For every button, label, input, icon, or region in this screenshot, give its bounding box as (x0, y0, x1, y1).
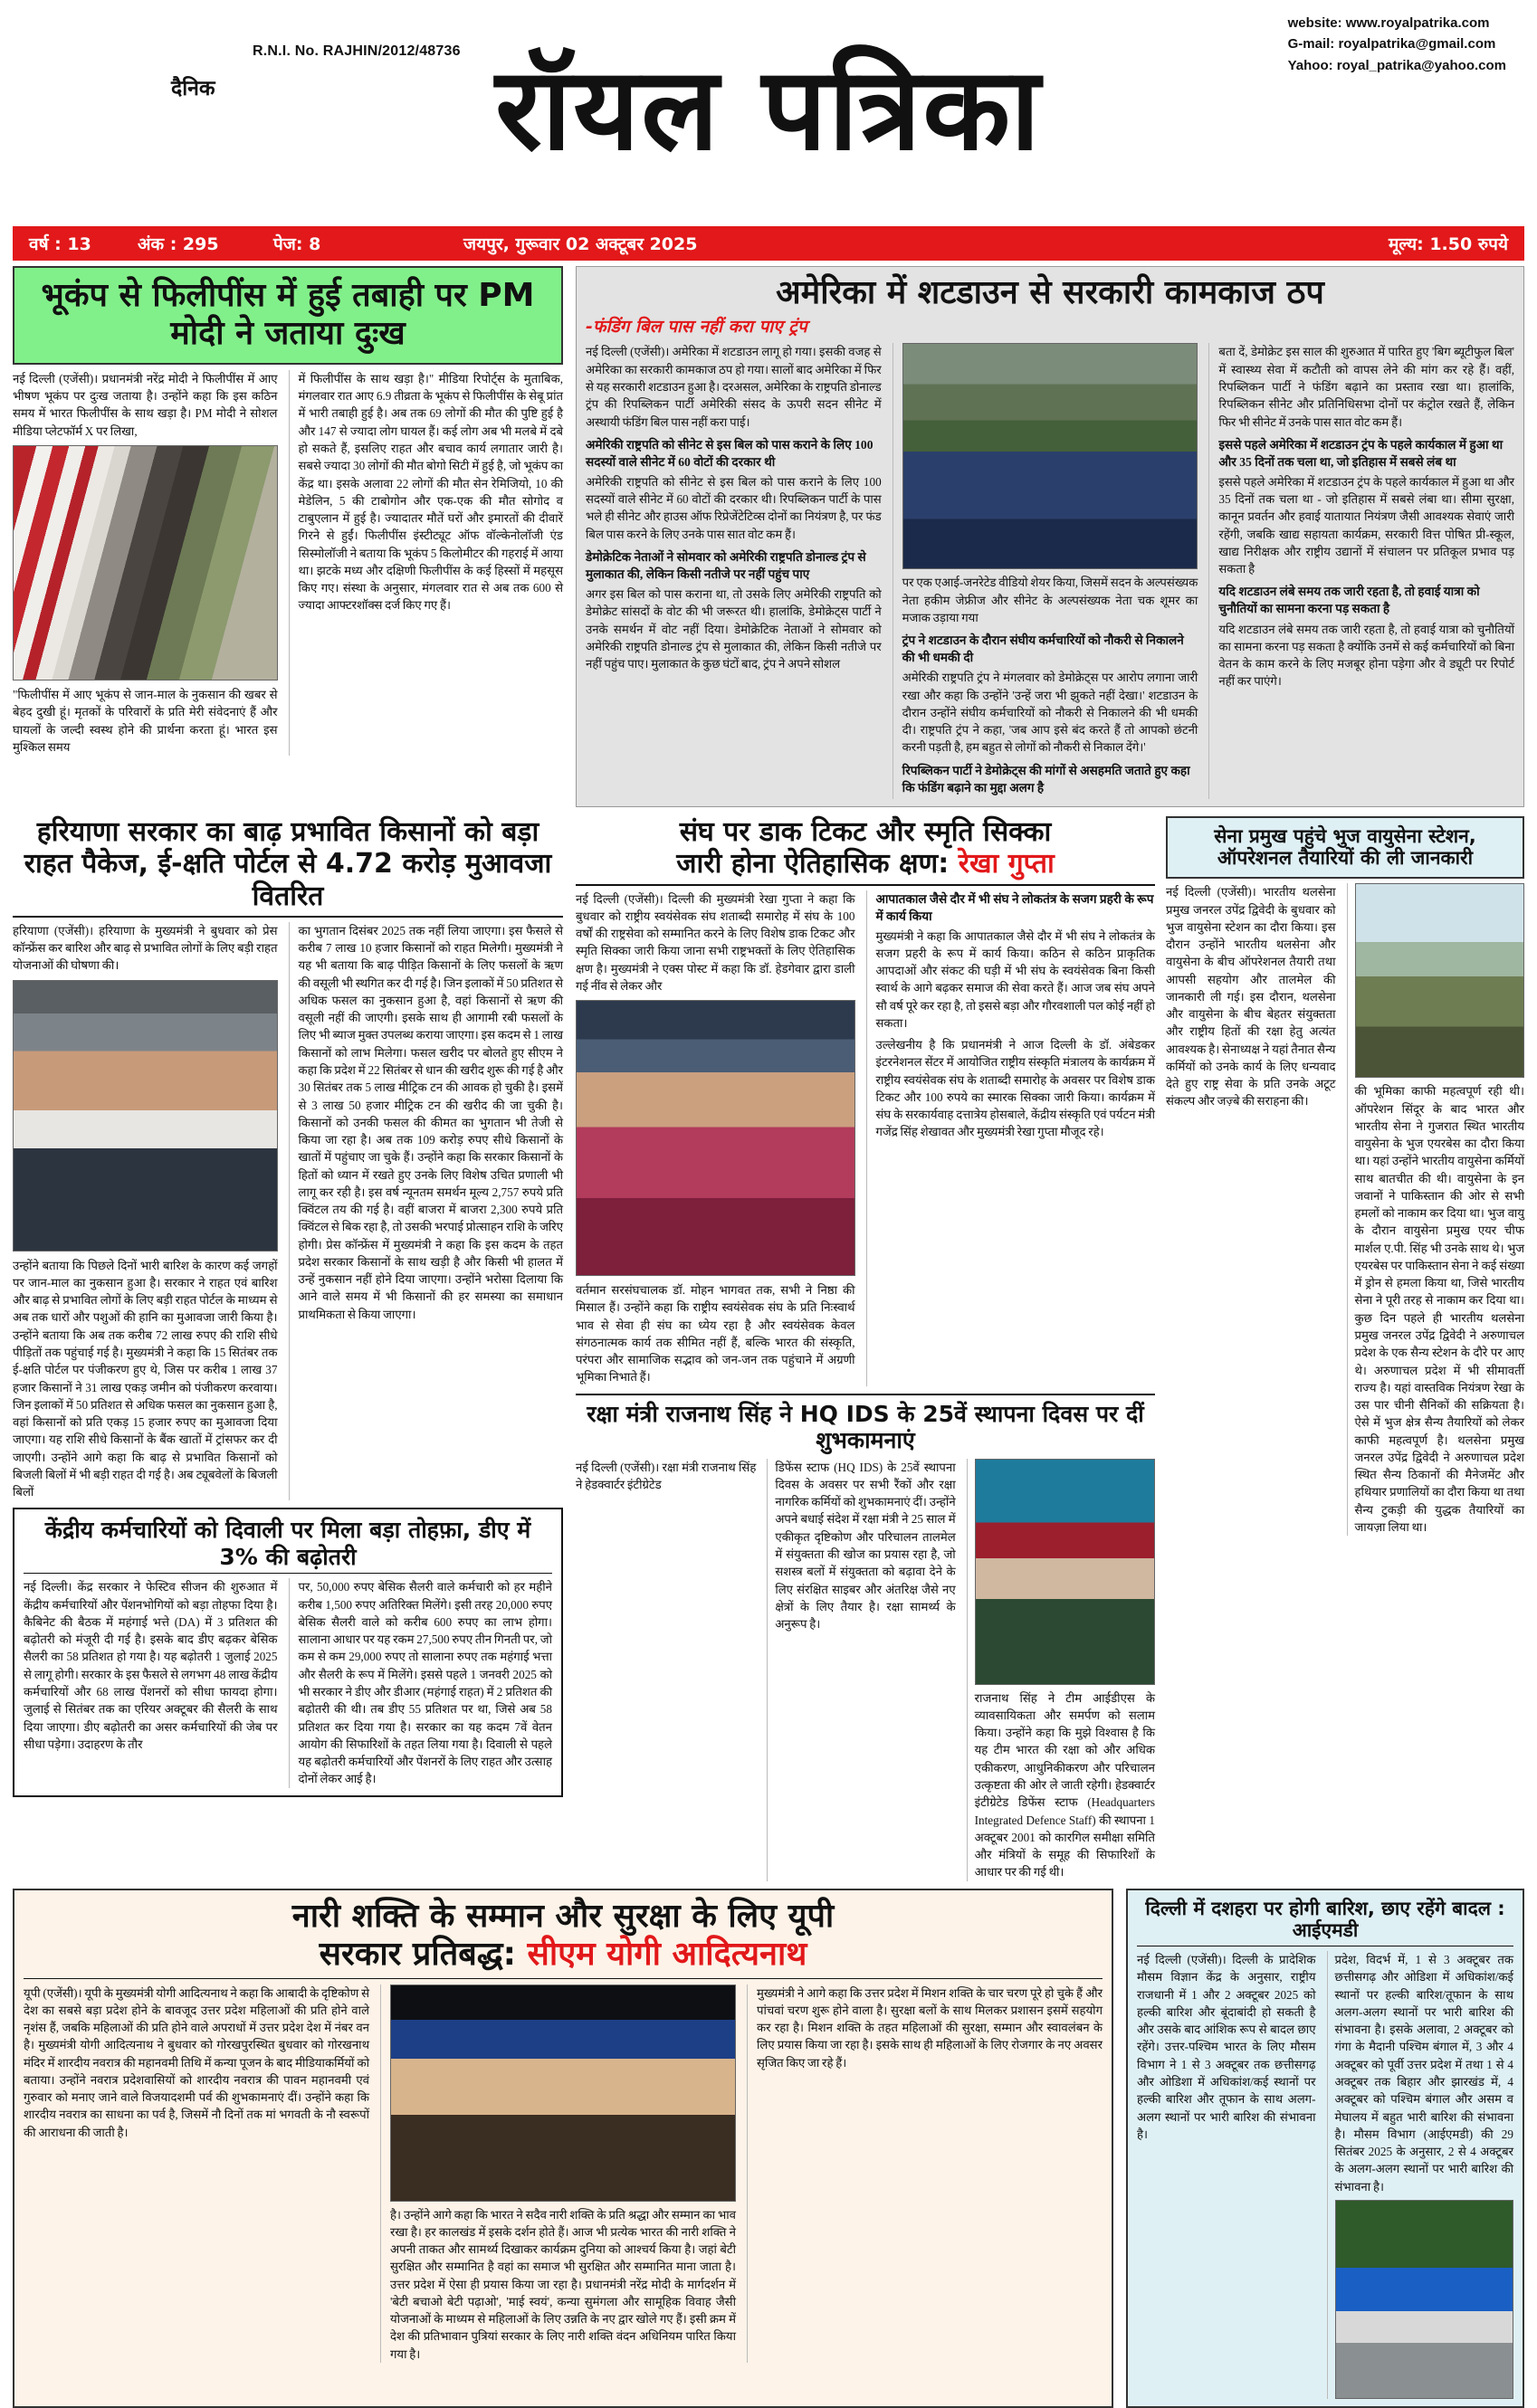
shutdown-sub-2: डेमोक्रेटिक नेताओं ने सोमवार को अमेरिकी राष्ट्रपति डोनाल्ड ट्रंप से मुलाकात की, लेकिन किसी नतीजे पर नहीं पहुंच पाए (586, 549, 866, 581)
shutdown-body-3c: यदि शटडाउन लंबे समय तक जारी रहता है, तो हवाई यात्रा को चुनौतियों का सामना करना पड़ सकता है क्योंकि उनमें से कई कर्मचारियों को बिना वेतन के काम करने के लिए मजबूर होना पड़ेगा और वे ड्यूटी पर रिपोर्ट नहीं कर पाएंगे। (1218, 622, 1515, 689)
da-hike-col1: नई दिल्ली। केंद्र सरकार ने फेस्टिव सीजन की शुरुआत में केंद्रीय कर्मचारियों और पेंशनभोगियों को बड़ा तोहफा दिया है। कैबिनेट की बैठक में महंगाई भत्ते (DA) में 3 प्रतिशत की बढ़ोतरी को मंजूरी दी गई है। इसके बाद डीए बढ़कर बेसिक सैलरी का 58 प्रतिशत हो गया है। यह बढ़ोतरी 1 जुलाई 2025 से लागू होगी। सरकार के इस फैसले से लगभग 48 लाख केंद्रीय कर्मचारियों और 68 लाख पेंशनरों को सीधा फायदा होगा। जुलाई से सितंबर तक का एरियर अक्टूबर की सैलरी के साथ दिया जाएगा। डीए बढ़ोतरी का असर कर्मचारियों की जेब पर सीधा पड़ेगा। उदाहरण के तौर (24, 1580, 278, 1751)
haryana-col2: का भुगतान दिसंबर 2025 तक नहीं लिया जाएगा। इस फैसले से करीब 7 लाख 10 हजार किसानों को राहत मिलेगी। मुख्यमंत्री ने यह भी बताया कि बाढ़ पीड़ित किसानों के लिए फसलों के ऋण की वसूली भी स्थगित कर दी गई है। जिन इलाकों में 50 प्रतिशत से अधिक फसल का नुकसान हुआ है, वहां किसानों से ऋण की वसूली नहीं की जाएगी। इसके साथ ही आगामी रबी फसलों के लिए भी ब्याज मुक्त उपलब्ध कराया जाएगा। इस कदम से 1 लाख किसानों को लाभ मिलेगा। फसल खरीद पर बोलते हुए सीएम ने कहा कि प्रदेश में 22 सितंबर से धान की खरीद शुरू की गई है और 30 सितंबर तक 5 लाख मीट्रिक टन की आवक हो चुकी है। इसमें से 3 लाख 50 हजार मीट्रिक टन की खरीद की जा चुकी है। किसानों को उनकी फसल की कीमत का भुगतान भी तेजी से किया जा रहा है। अब तक 109 करोड़ रुपए सीधे किसानों के खातों में पहुंचाए जा चुके हैं। उन्होंने कहा कि सरकार किसानों के हितों को ध्यान में रखते हुए उनके लिए विशेष उचित प्रणाली भी लागू कर रही है। इस वर्ष न्यूनतम समर्थन मूल्य 2,757 रुपये प्रति क्विंटल तय की गई है। वहीं बाजरा में बाजरा 2,300 रुपये प्रति क्विंटल से बिक रहा है, तो उसकी भरपाई प्रोत्साहन राशि के जरिए होगी। प्रेस कॉन्फ्रेंस में मुख्यमंत्री ने कहा कि इस कदम के तहत प्रदेश सरकार किसानों के साथ खड़ी है और किसी भी हालत में उन्हें नुकसान नहीं होने दिया जाएगा। उन्होंने भरोसा दिलाया कि आने वाले समय में भी किसानों की हर समस्या का समाधान प्राथमिकता से किया जाएगा। (298, 923, 563, 1321)
army-headline: सेना प्रमुख पहुंचे भुज वायुसेना स्टेशन, ऑपरेशनल तैयारियों की ली जानकारी (1214, 824, 1476, 870)
price-label: मूल्य: 1.50 रुपये (1389, 234, 1508, 254)
rni-number: R.N.I. No. RAJHIN/2012/48736 (253, 43, 461, 59)
rajnath-col2: डिफेंस स्टाफ (HQ IDS) के 25वें स्थापना दिवस के अवसर पर सभी रैंकों और रक्षा नागरिक कर्मियों को शुभकामनाएं दीं। उन्होंने अपने बधाई संदेश में रक्षा मंत्री ने 25 साल में एकीकृत दृष्टिकोण और परिचालन तालमेल में संयुक्तता की खोज का प्रयास रहा है, जो सशस्त्र बलों में संयुक्तता को बढ़ावा देने के लिए संरक्षित साइबर और अंतरिक्ष जैसे नए क्षेत्रों के लिए तैयार है। रक्षा सामर्थ्य के अनुरूप है। (775, 1460, 956, 1632)
bottom-section (13, 1889, 1524, 2408)
issue-label: अंक : 295 (138, 234, 219, 254)
rajnath-col3: राजनाथ सिंह ने टीम आईडीएस के व्यावसायिकता और समर्पण को सलाम किया। उन्होंने कहा कि मुझे विश्वास है कि यह टीम भारत की रक्षा को और अधिक एकीकरण, आधुनिकीकरण और परिचालन उत्कृष्टता की ओर ले जाती रहेगी। हेडक्वार्टर इंटीग्रेटेड डिफेंस स्टाफ (Headquarters Integrated Defence Staff) की स्थापना 1 अक्टूबर 2001 को कारगिल समीक्षा समिति और मंत्रियों के समूह की सिफारिशों के आधार पर की गई थी। (974, 1690, 1155, 1880)
up-headline-text: सरकार प्रतिबद्ध: (319, 1936, 516, 1974)
army-col1: नई दिल्ली (एजेंसी)। भारतीय थलसेना प्रमुख जनरल उपेंद्र द्विवेदी के बुधवार को भुज वायुसेना स्टेशन का दौरा किया। इस दौरान उन्होंने भारतीय थलसेना और वायुसेना के बीच ऑपरेशनल तैयारी तथा आपसी सहयोग और तालमेल की जानकारी ली गई। इस दौरान, थलसेना और वायुसेना के बीच बेहतर संयुक्तता और राष्ट्रीय हितों की रक्षा हेतु अत्यंत आवश्यक है। सेनाध्यक्ष ने यहां तैनात सैन्य कर्मियों को उनके कार्य के लिए धन्यवाद देते हुए राष्ट्र सेवा के प्रति उनके अटूट संकल्प और जज़्बे की सराहना की। (1166, 885, 1336, 1109)
shutdown-sub-3: ट्रंप ने शटडाउन के दौरान संघीय कर्मचारियों को नौकरी से निकालने की भी धमकी दी (902, 633, 1184, 665)
photo-yogi-adityanath (390, 1984, 736, 2202)
up-col-1 (24, 1984, 369, 2363)
philippines-col1: नई दिल्ली (एजेंसी)। प्रधानमंत्री नरेंद्र मोदी ने फिलीपींस में आए भीषण भूकंप पर दुःख जताया है। उन्होंने कहा कि इस कठिन समय में भारत फिलीपींस के साथ खड़ा है। PM मोदी ने सोशल मीडिया प्लेटफॉर्म X पर लिखा, (13, 371, 278, 438)
philippines-headline: भूकंप से फिलीपींस में हुई तबाही पर PM मोदी ने जताया दुःख (41, 277, 535, 353)
masthead (13, 0, 1524, 226)
shutdown-sub-5: इससे पहले अमेरिका में शटडाउन ट्रंप के पहले कार्यकाल में हुआ था और 35 दिनों तक चला था, जो इतिहास में सबसे लंब था (1218, 437, 1504, 469)
pages-label: पेज: 8 (273, 234, 321, 254)
shutdown-body-2b: अमेरिकी राष्ट्रपति ट्रंप ने मंगलवार को डेमोक्रेट्स पर आरोप लगाना जारी रखा और कहा कि उन्होंने 'उन्हें जरा भी झुकते नहीं देखा।' शटडाउन के दौरान उन्होंने संघीय कर्मचारियों को नौकरी से निकालने की भी धमकी दी। राष्ट्रपति ट्रंप ने कहा, 'जब आप इसे बंद करते हैं तो आपको छंटनी करनी पड़ती है, हम बहुत से लोगों को नौकरी से निकाल देंगे।' (902, 671, 1198, 755)
rajnath-headline: रक्षा मंत्री राजनाथ सिंह ने HQ IDS के 25वें स्थापना दिवस पर दीं शुभकामनाएं (587, 1400, 1144, 1454)
article-philippines (13, 266, 563, 807)
postal-caption: वर्तमान सरसंघचालक डॉ. मोहन भागवत तक, सभी ने निष्ठा की मिसाल हैं। उन्होंने कहा कि राष्ट्रीय स्वयंसेवक संघ के प्रति निःस्वार्थ भाव से सेवा ही संघ का ध्येय रहा है और स्वयंसेवक केवल संगठनात्मक कार्य तक सीमित नहीं हैं, बल्कि भारत की संस्कृति, परंपरा और सामाजिक सद्भाव को जन-जन तक पहुंचाने में अग्रणी भूमिका निभाते हैं। (576, 1283, 855, 1385)
article-shutdown (576, 266, 1524, 807)
website-line: website: www.royalpatrika.com (1287, 15, 1490, 31)
imd-col2: प्रदेश, विदर्भ में, 1 से 3 अक्टूबर तक छत्तीसगढ़ और ओडिशा में अधिकांश/कई स्थानों पर हल्की बारिश/तूफान के साथ अलग-अलग स्थानों पर भारी बारिश की संभावना है। इसके अलावा, 2 अक्टूबर को गंगा के मैदानी पश्चिम बंगाल में, 3 और 4 अक्टूबर को पूर्वी उत्तर प्रदेश में तथा 1 से 4 अक्टूबर तक बिहार और झारखंड में, 4 अक्टूबर को पश्चिम बंगाल और असम व मेघालय में बहुत भारी बारिश की संभावना है। मौसम विभाग (आईएमडी) की 29 सितंबर 2025 के अनुसार, 2 से 4 अक्टूबर के अलग-अलग स्थानों पर भारी बारिश की संभावना है। (1334, 1953, 1513, 2194)
shutdown-col-3 (1208, 343, 1514, 798)
up-col-2 (380, 1984, 736, 2363)
shutdown-body-1b: अमेरिकी राष्ट्रपति को सीनेट से इस बिल को पास कराने के लिए 100 सदस्यों वाले सीनेट में 60 वोटों की दरकार थी। रिपब्लिकन पार्टी के पास भले ही सीनेट और हाउस ऑफ रिप्रेजेंटेटिव्स दोनों का नियंत्रण है, पर फंड बिल पास करने के लिए उनके पास सात वोट कम हैं। (586, 474, 882, 541)
photo-rain-delhi (1335, 2200, 1514, 2399)
up-col1-text: यूपी (एजेंसी)। यूपी के मुख्यमंत्री योगी आदित्यनाथ ने कहा कि आबादी के दृष्टिकोण से देश का सबसे बड़ा प्रदेश होने के बावजूद उत्तर प्रदेश महिलाओं की प्रति होने वाले नृशंस हैं, जबकि महिलाओं की प्रति होने वाले अपराधों में उत्तर प्रदेश देश में नंबर वन है। मुख्यमंत्री योगी आदित्यनाथ ने बुधवार को गोरखपुरस्थित बुधवार को गोरखनाथ मंदिर में शारदीय नवरात्र की महानवमी तिथि में कन्या पूजन के बाद मीडियाकर्मियों को बताया। उन्होंने नवरात्र प्रदेशवासियों को शारदीय नवरात्र की पावन महानवमी एवं गुरुवार को मनाए जाने वाले विजयादशमी पर्व की शुभकामनाएं दीं। उन्होंने कहा कि शारदीय नवरात्र का साधना का पर्व है, जिसमें नौ दिनों तक मां भगवती के नौ स्वरूपों की आराधना की जाती है। (24, 1985, 369, 2139)
photo-rekha-gupta (576, 1000, 855, 1276)
article-up-yogi (13, 1889, 1113, 2408)
shutdown-sub-6: यदि शटडाउन लंबे समय तक जारी रहता है, तो हवाई यात्रा को चुनौतियों का सामना करना पड़ सकता है (1218, 585, 1480, 616)
postal-sub-1: आपातकाल जैसे दौर में भी संघ ने लोकतंत्र के सजग प्रहरी के रूप में कार्य किया (875, 891, 1154, 923)
article-rajnath (576, 1394, 1155, 1881)
article-imd (1126, 1889, 1524, 2408)
article-army-chief (1166, 816, 1524, 1881)
article-haryana (13, 816, 563, 1501)
center-column (576, 816, 1155, 1881)
middle-section (13, 816, 1524, 1881)
shutdown-body-1c: अगर इस बिल को पास कराना था, तो उसके लिए अमेरिकी राष्ट्रपति को डेमोक्रेट सांसदों के वोट की भी जरूरत थी। हालांकि, डेमोक्रेट्स पार्टी ने उनके समर्थन में वोट नहीं दिया। डेमोक्रेटिक नेताओं ने सोमवार को अमेरिकी राष्ट्रपति डोनाल्ड ट्रंप से मुलाकात की, लेकिन किसी नतीजे पर नहीं पहुंच पाए। मुलाकात के कुछ घंटों बाद, ट्रंप ने अपने सोशल (586, 586, 882, 671)
philippines-headline-box (13, 266, 563, 365)
imd-col1: नई दिल्ली (एजेंसी)। दिल्ली के प्रादेशिक मौसम विज्ञान केंद्र के अनुसार, राष्ट्रीय राजधानी में 1 और 2 अक्टूबर 2025 को हल्की बारिश और बूंदाबांदी हो सकती है और उसके बाद आंशिक रूप से बादल छाए रहेंगे। उत्तर-पश्चिम भारत के लिए मौसम विभाग ने 1 से 3 अक्टूबर तक छत्तीसगढ़ और ओडिशा में अधिकांश/कई स्थानों पर हल्की बारिश और तूफान के साथ अलग-अलग स्थानों पर भारी बारिश की संभावना है। (1137, 1953, 1316, 2141)
postal-col2: मुख्यमंत्री ने कहा कि आपातकाल जैसे दौर में भी संघ ने लोकतंत्र के सजग प्रहरी के रूप में कार्य किया। कठिन से कठिन प्राकृतिक आपदाओं और संकट की घड़ी में भी संघ के स्वयंसेवक बिना किसी स्वार्थ के आगे बढ़कर समाज की सेवा करते हैं। आज जब संघ अपने सौ वर्ष पूरे कर रहा है, तो इससे बड़ा और गौरवशाली पल कोई नहीं हो सकता। (875, 928, 1155, 1030)
haryana-col1-body: उन्होंने बताया कि पिछले दिनों भारी बारिश के कारण कई जगहों पर जान-माल का नुकसान हुआ है। सरकार ने राहत एवं बारिश और बाढ़ से प्रभावित लोगों के लिए बड़ी राहत पोर्टल के माध्यम से अब तक धारों और पशुओं की हानि का मुआवजा जारी किया है। उन्होंने बताया कि अब तक करीब 72 लाख रुपए की राशि सीधे पीड़ितों तक पहुंचाई गई है। मुख्यमंत्री ने कहा कि 15 सितंबर तक ई-क्षति पोर्टल पर पंजीकरण हुए थे, जिस पर करीब 1 लाख 37 हजार किसानों ने 31 लाख एकड़ जमीन को पंजीकरण करवाया। जिन इलाकों में 50 प्रतिशत से अधिक फसल का नुकसान हुआ है, वहां किसानों को प्रति एकड़ 15 हजार रुपए का मुआवजा दिया जाएगा। यह राशि सीधे किसानों के बैंक खातों में ट्रांसफर कर दी जाएगी। उन्होंने आगे कहा कि बाढ़ से प्रभावित किसानों को बिजली बिलों में भी बड़ी राहत दी गई है। अब ट्यूबवेलों के बिजली बिलों (13, 1258, 278, 1499)
postal-headline-text: जारी होना ऐतिहासिक क्षण: (676, 848, 950, 880)
shutdown-col-2 (893, 343, 1198, 798)
yahoo-line: Yahoo: royal_patrika@yahoo.com (1287, 57, 1506, 73)
photo-modi-marcos (13, 445, 278, 681)
postal-col1: नई दिल्ली (एजेंसी)। दिल्ली की मुख्यमंत्री रेखा गुप्ता ने कहा कि बुधवार को राष्ट्रीय स्वयंसेवक संघ शताब्दी समारोह में संघ के 100 वर्षों की राष्ट्रसेवा को सम्मानित करने के लिए विशेष डाक टिकट और स्मृति सिक्का जारी किया जाना सभी राष्ट्रभक्तों के लिए ऐतिहासिक क्षण है। मुख्यमंत्री ने एक्स पोस्ट में कहा कि डॉ. हेडगेवार द्वारा डाली गई नींव से लेकर और (576, 891, 855, 993)
shutdown-kicker: -फंडिंग बिल पास नहीं करा पाए ट्रंप (586, 317, 807, 338)
da-hike-headline: केंद्रीय कर्मचारियों को दिवाली पर मिला बड़ा तोहफ़ा, डीए में 3% की बढ़ोतरी (24, 1517, 552, 1574)
up-col-3 (747, 1984, 1103, 2363)
up-col3-text: मुख्यमंत्री ने आगे कहा कि उत्तर प्रदेश में मिशन शक्ति के चार चरण पूरे हो चुके हैं और पांचवां चरण शुरू होने वाला है। सुरक्षा बलों के साथ मिलकर प्रशासन इसमें सहयोग कर रहा है। मिशन शक्ति के तहत महिलाओं की सुरक्षा, सम्मान और स्वावलंबन के लिए प्रयास किया जा रहा है। इसके साथ ही महिलाओं के लिए रोजगार के नए अवसर सृजित किए जा रहे हैं। (757, 1985, 1103, 2070)
middle-right-wrap (576, 816, 1524, 1881)
photo-haryana-cm (13, 980, 278, 1252)
up-headline-speaker: सीएम योगी आदित्यनाथ (527, 1936, 807, 1974)
shutdown-headline-box (576, 266, 1524, 807)
dainik-label: दैनिक (171, 77, 215, 100)
shutdown-sub-1: अमेरिकी राष्ट्रपति को सीनेट से इस बिल को पास कराने के लिए 100 सदस्यों वाले सीनेट में 60 वोटों की दरकार थी (586, 437, 874, 469)
up-headline-line1: नारी शक्ति के सम्मान और सुरक्षा के लिए यूपी (291, 1897, 835, 1935)
top-section (13, 266, 1524, 807)
page-title: रॉयल पत्रिका (495, 43, 1042, 176)
postal-headline-line1: संघ पर डाक टिकट और स्मृति सिक्का (679, 815, 1052, 848)
article-da-hike (13, 1508, 563, 1796)
rajnath-col1: नई दिल्ली (एजेंसी)। रक्षा मंत्री राजनाथ सिंह ने हेडक्वार्टर इंटीग्रेटेड (576, 1460, 757, 1491)
shutdown-headline: अमेरिका में शटडाउन से सरकारी कामकाज ठप (776, 274, 1324, 311)
left-middle-stack (13, 816, 563, 1797)
date-label: जयपुर, गुरूवार 02 अक्टूबर 2025 (463, 234, 698, 254)
postal-headline-speaker: रेखा गुप्ता (958, 848, 1055, 880)
up-headline-line2 (24, 1936, 1103, 1978)
up-col2-text: है। उन्होंने आगे कहा कि भारत ने सदैव नारी शक्ति के प्रति श्रद्धा और सम्मान का भाव रखा है। हर कालखंड में इसके दर्शन होते हैं। आज भी प्रत्येक भारत की नारी शक्ति ने अपनी ताकत और सामर्थ्य दिखाकर कार्यक्रम दुनिया को आश्चर्य किया है। जहां बेटी सुरक्षित और सम्मानित है वहां का समाज भी सुरक्षित और सम्मानित माना जाता है। उत्तर प्रदेश में ऐसा ही प्रयास किया जा रहा है। प्रधानमंत्री नरेंद्र मोदी के मार्गदर्शन में 'बेटी बचाओ बेटी पढ़ाओ', 'माई स्वयं', कन्या सुमंगला और सामूहिक विवाह जैसी योजनाओं के माध्यम से महिलाओं के लिए उन्नति के नए द्वार खोले गए हैं। इसी क्रम में देश की प्रतिभावान पुत्रियां सरकार के लिए नारी शक्ति वंदन अधिनियम पारित किया गया है। (390, 2207, 736, 2361)
haryana-headline: हरियाणा सरकार का बाढ़ प्रभावित किसानों को बड़ा राहत पैकेज, ई-क्षति पोर्टल से 4.72 करोड़ मुआवजा वितरित (13, 816, 563, 918)
shutdown-body-3b: इससे पहले अमेरिका में शटडाउन ट्रंप के पहले कार्यकाल में हुआ था और 35 दिनों तक चला था - जो इतिहास में सबसे लंबा था। सीमा सुरक्षा, कानून प्रवर्तन और हवाई यातायात नियंत्रण जैसी आवश्यक सेवाएं जारी रहेंगी, जबकि खाद्य सहायता कार्यक्रम, सरकारी वित्त पोषित प्री-स्कूल, खाद्य निरीक्षक और राष्ट्रीय उद्यानों में संचालन पर प्रतिकूल प्रभाव पड़ सकता है (1218, 474, 1515, 576)
army-col2: की भूमिका काफी महत्वपूर्ण रही थी। ऑपरेशन सिंदूर के बाद भारत और भारतीय सेना ने गुजरात स्थित भारतीय वायुसेना के भुज एयरबेस का दौरा किया था। यहां उन्होंने भारतीय वायुसेना कर्मियों साथ बातचीत की थी। वायुसेना के इन जवानों ने पाकिस्तान की ओर से सभी हमलों को नाकाम कर दिया था। भुज वायु के दौरान वायुसेना प्रमुख एयर चीफ मार्शल ए.पी. सिंह भी उनके साथ थे। भुज एयरबेस पर पाकिस्तान सेना ने कई संख्या में ड्रोन से हमला किया था, जिसे भारतीय सेना ने पूरी तरह से नाकाम कर दिया था। कुछ दिन पहले ही भारतीय थलसेना प्रमुख जनरल उपेंद्र द्विवेदी ने अरुणाचल प्रदेश के एक सैन्य स्टेशन के दौरे पर आए थे। अरुणाचल प्रदेश में भी सीमावर्ती राज्य है। यहां वास्तविक नियंत्रण रेखा के उस पार चीनी सैनिकों की सक्रियता है। ऐसे में भुज क्षेत्र सैन्य तैयारियों को लेकर काफी महत्वपूर्ण है। थलसेना प्रमुख जनरल उपेंद्र द्विवेदी ने अरुणाचल प्रदेश स्थित सैन्य ठिकानों की मैनेजमेंट और हथियार प्रणालियों का दौरा किया था तथा सैन्य टुकड़ी की युद्धक तैयारियों का जायज़ा लिया था। (1354, 1084, 1524, 1534)
shutdown-sub-4: रिपब्लिकन पार्टी ने डेमोक्रेट्स की मांगों से असहमति जताते हुए कहा कि फंडिंग बढ़ाने का मुद्दा अलग है (902, 763, 1190, 795)
philippines-caption: "फिलीपींस में आए भूकंप से जान-माल के नुकसान की खबर से बेहद दुखी हूं। मृतकों के परिवारों के प्रति मेरी संवेदनाएं हैं और घायलों के जल्दी स्वस्थ होने की प्रार्थना करता हूं। भारत इस मुश्किल समय (13, 688, 278, 754)
shutdown-col-1 (586, 343, 882, 798)
photo-army-chief (1355, 883, 1525, 1078)
postal-col3: उल्लेखनीय है कि प्रधानमंत्री ने आज दिल्ली के डॉ. अंबेडकर इंटरनेशनल सेंटर में आयोजित राष्ट्रीय संस्कृति मंत्रालय के कार्यक्रम में राष्ट्रीय स्वयंसेवक संघ के शताब्दी समारोह के अवसर पर विशेष डाक टिकट और 100 रुपये का स्मारक सिक्का जारी किया। कार्यक्रम में संघ के सरकार्यवाह दत्तात्रेय होसबाले, केंद्रीय संस्कृति एवं पर्यटन मंत्री गजेंद्र सिंह शेखावत और मुख्यमंत्री रेखा गुप्ता मौजूद रहे। (875, 1038, 1155, 1139)
photo-trump (902, 343, 1198, 569)
philippines-col2: में फिलीपींस के साथ खड़ा है।" मीडिया रिपोर्ट्स के मुताबिक, मंगलवार रात आए 6.9 तीव्रता के भूकंप से फिलीपींस के सेबू प्रांत में भारी तबाही हुई है। अब तक 69 लोगों की मौत की पुष्टि हुई है और 147 से ज्यादा लोग घायल हैं। कई लोग अब भी मलबे में दबे हो सकते हैं, इसलिए राहत और बचाव कार्य लगातार जारी है। सबसे ज्यादा 30 लोगों की मौत बोगो सिटी में हुई है, जो भूकंप का केंद्र था। इसके अलावा 22 लोगों की मौत सेन रेमिजियो, 10 की मेडेलिन, 5 की टाबोगोन और एक-एक की मौत सोगोद व टाबुएलान में हुई है। ज्यादातर मौतें घरों और इमारतों की दीवारें गिरने से हुईं। फिलीपींस इंस्टीट्यूट ऑफ वॉल्केनोलॉजी एंड सिस्मोलॉजी ने बताया कि भूकंप 5 किलोमीटर की गहराई में आया था। झटके मध्य और दक्षिणी फिलीपींस के कई हिस्सों में महसूस किए गए। संस्था के अनुसार, मंगलवार रात से अब तक 600 से ज्यादा आफ्टरशॉक्स दर्ज किए गए हैं। (298, 371, 563, 613)
info-bar (13, 226, 1524, 261)
gmail-line: G-mail: royalpatrika@gmail.com (1287, 36, 1496, 52)
shutdown-caption: पर एक एआई-जनरेटेड वीडियो शेयर किया, जिसमें सदन के अल्पसंख्यक नेता हकीम जेफ्रीज और सीनेट के अल्पसंख्यक नेता चक शूमर का मजाक उड़ाया गया (902, 576, 1198, 624)
photo-rajnath-singh (975, 1459, 1155, 1685)
shutdown-lead: नई दिल्ली (एजेंसी)। अमेरिका में शटडाउन लागू हो गया। इसकी वजह से अमेरिका का सरकारी कामकाज ठप हो गया। सालों बाद अमेरिका में फिर से यह सरकारी शटडाउन हुआ है। दरअसल, अमेरिका के राष्ट्रपति डोनाल्ड ट्रंप की रिपब्लिकन पार्टी अमेरिकी संसद के ऊपरी सदन सीनेट में अस्थायी फंडिंग बिल पास नहीं करा पाई। (586, 345, 882, 429)
army-headline-box (1166, 816, 1524, 880)
article-postal-stamp (576, 816, 1155, 1386)
year-label: वर्ष : 13 (29, 234, 91, 254)
da-hike-col2: पर, 50,000 रुपए बेसिक सैलरी वाले कर्मचारी को हर महीने करीब 1,500 रुपए अतिरिक्त मिलेंगे। इसी तरह 20,000 रुपए बेसिक सैलरी वाले को करीब 600 रुपए का लाभ होगा। सालाना आधार पर यह रकम 27,500 रुपए तीन गिनती पर, जो कम से कम 29,000 रुपए तो सालाना रुपए तक महंगाई भत्ता और सैलरी के रूप में मिलेंगे। इससे पहले 1 जनवरी 2025 को भी सरकार ने डीए और डीआर (महंगाई राहत) में 2 प्रतिशत की बढ़ोतरी की थी। तब डीए 55 प्रतिशत पर था, जिसे अब 58 प्रतिशत कर दिया गया है। सरकार का यह कदम 7वें वेतन आयोग की सिफारिशों के तहत लिया गया है। दिवाली से पहले यह बढ़ोतरी कर्मचारियों और पेंशनरों के लिए राहत और उत्साह दोनों लेकर आई है। (298, 1580, 552, 1786)
shutdown-body-3: बता दें, डेमोक्रेट इस साल की शुरुआत में पारित हुए 'बिग ब्यूटीफुल बिल' में स्वास्थ्य सेवा में कटौती को वापस लेने की मांग कर रहे हैं। वहीं, रिपब्लिकन पार्टी ने फंडिंग बढ़ाने का प्रस्ताव रखा था। हालांकि, रिपब्लिकन सीनेट और प्रतिनिधिसभा दोनों पर कंट्रोल रखते हैं, लेकिन फिर भी सीनेट में उनके पास सात वोट कम हैं। (1218, 345, 1515, 429)
haryana-col1-lead: हरियाणा (एजेंसी)। हरियाणा के मुख्यमंत्री ने बुधवार को प्रेस कॉन्फ्रेंस कर बारिश और बाढ़ से प्रभावित लोगों के लिए बड़ी राहत योजनाओं की घोषणा की। (13, 923, 278, 973)
postal-headline-line2 (576, 848, 1155, 885)
imd-headline: दिल्ली में दशहरा पर होगी बारिश, छाए रहेंगे बादल : आईएमडी (1137, 1898, 1513, 1947)
